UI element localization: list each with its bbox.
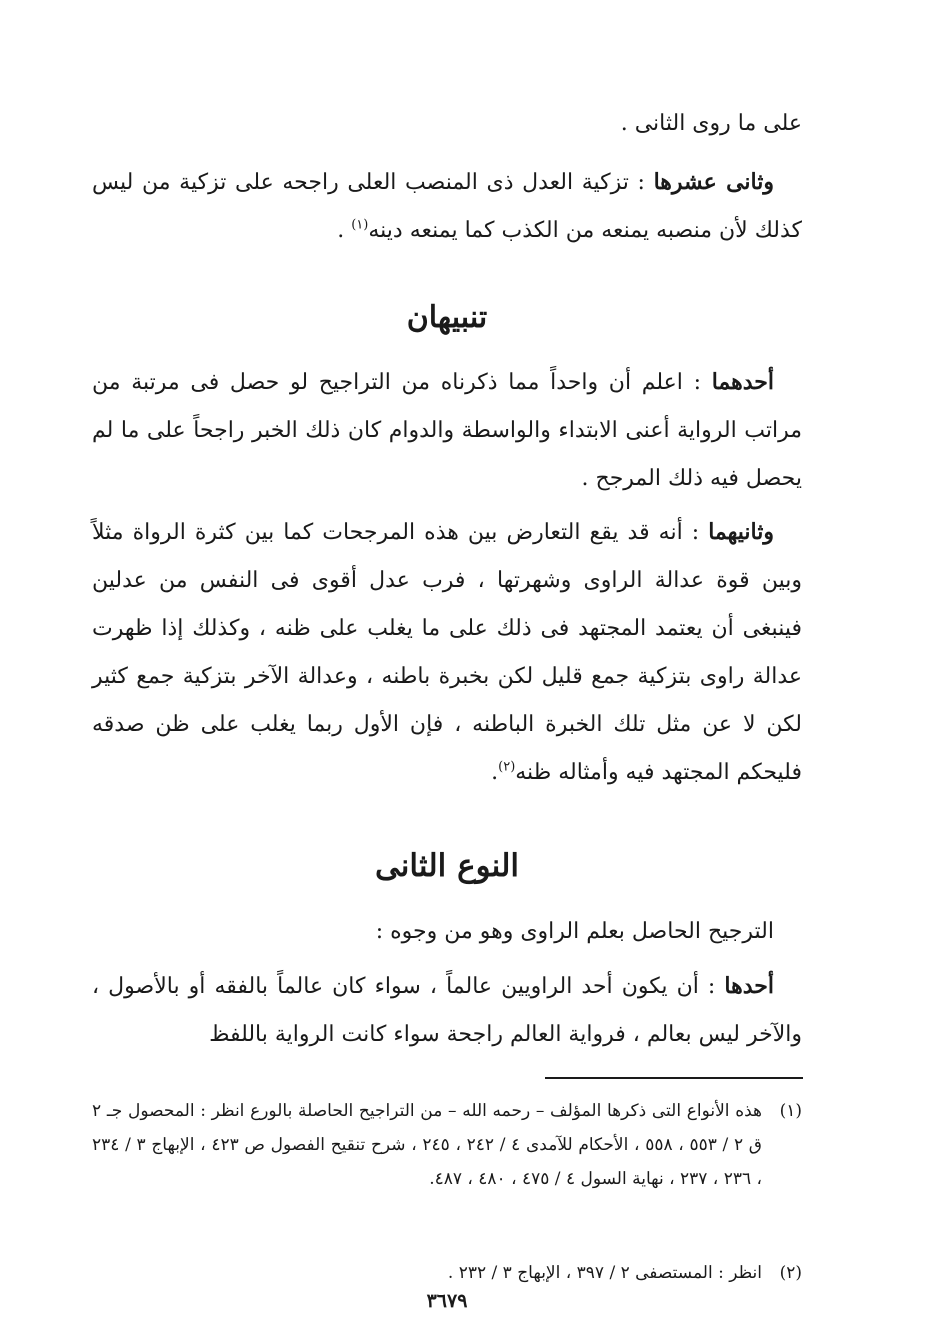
footnote-text: هذه الأنواع التى ذكرها المؤلف – رحمه الله – من التراجيح الحاصلة بالورع انظر : المحصول جـ ٢ ق ٢ / ٥٥٣ ، ٥٥٨ ، الأحكام للآمدى ٤ / ٢٤٢ ، ٢٤٥ ، شرح تنقيح الفصول ص ٤٢٣ ، الإبهاج ٣ / ٢٣٤ ، ٢٣٦ ، ٢٣٧ ، نهاية السول ٤ / ٤٧٥ ، ٤٨٠ ، ٤٨٧. bbox=[92, 1101, 762, 1189]
paragraph-first-aspect bbox=[92, 962, 802, 1059]
paragraph-continuation bbox=[92, 100, 802, 148]
footnote-1 bbox=[92, 1094, 802, 1196]
paragraph-text: : أن يكون أحد الراويين عالماً ، سواء كان عالماً بالفقه أو بالأصول ، والآخر ليس بعالم ، فرواية العالم راجحة سواء كانت الرواية باللفظ bbox=[92, 974, 802, 1047]
footnote-text: انظر : المستصفى ٢ / ٣٩٧ ، الإبهاج ٣ / ٢٣٢ . bbox=[447, 1263, 762, 1283]
footnote-mark: (٢) bbox=[779, 1263, 802, 1283]
paragraph-text: على ما روى الثانى . bbox=[620, 111, 802, 136]
paragraph-first bbox=[92, 358, 802, 503]
paragraph-second bbox=[92, 508, 802, 797]
paragraph-lead: وثانيهما bbox=[708, 519, 774, 545]
paragraph-twelfth bbox=[92, 158, 802, 255]
paragraph-intro bbox=[92, 908, 802, 956]
paragraph-text: الترجيح الحاصل بعلم الراوى وهو من وجوه : bbox=[375, 919, 774, 944]
footnote-mark: (١) bbox=[779, 1101, 802, 1121]
paragraph-lead: أحدها bbox=[724, 973, 774, 999]
paragraph-text: : اعلم أن واحداً مما ذكرناه من التراجيح لو حصل فى مرتبة من مراتب الرواية أعنى الابتداء والواسطة والدوام كان ذلك الخبر راجحاً على ما لم يحصل فيه ذلك المرجح . bbox=[92, 370, 802, 491]
paragraph-end: . bbox=[337, 218, 352, 243]
section-title-tanbihan: تنبيهان bbox=[406, 300, 488, 335]
paragraph-end: . bbox=[491, 760, 499, 785]
paragraph-lead: وثانى عشرها bbox=[653, 169, 774, 195]
paragraph-lead: أحدهما bbox=[711, 369, 774, 395]
page-number: ٣٦٧٩ bbox=[426, 1290, 468, 1312]
section-title-second-type: النوع الثانى bbox=[374, 848, 520, 884]
footnote-ref-2: (٢) bbox=[498, 759, 516, 775]
paragraph-text: : أنه قد يقع التعارض بين هذه المرجحات كما بين كثرة الرواة مثلاً وبين قوة عدالة الراوى وشهرتها ، فرب عدل أقوى فى النفس من عدلين فينبغى أن يعتمد المجتهد فى ذلك على ما يغلب على ظنه ، وكذلك إذا ظهرت عدالة راوى بتزكية جمع قليل لكن بخبرة باطنه ، وعدالة الآخر بتزكية جمع كثير لكن لا عن مثل تلك الخبرة الباطنه ، فإن الأول ربما يغلب على ظن صدقه فليحكم المجتهد فيه وأمثاله ظنه bbox=[92, 520, 802, 785]
paragraph-text: : تزكية العدل ذى المنصب العلى راجحه على تزكية من ليس كذلك لأن منصبه يمنعه من الكذب كما يمنعه دينه bbox=[92, 170, 802, 243]
footnote-2 bbox=[92, 1256, 802, 1290]
footnote-separator bbox=[545, 1077, 803, 1079]
footnote-ref-1: (١) bbox=[351, 217, 369, 233]
